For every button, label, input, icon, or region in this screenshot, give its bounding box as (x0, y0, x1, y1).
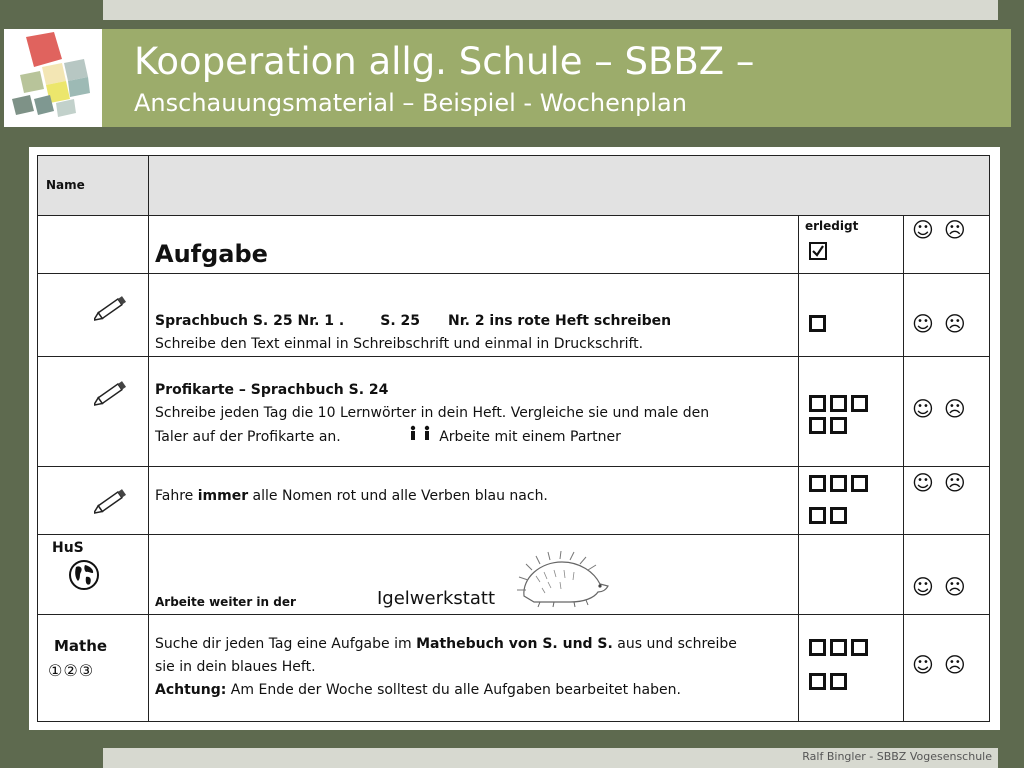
task-cell (149, 615, 799, 722)
done-checkbox[interactable] (830, 417, 847, 434)
smiley-icon[interactable]: ☺ (912, 312, 934, 336)
weekly-plan-table (37, 155, 990, 722)
frown-icon[interactable]: ☹ (943, 653, 966, 677)
pencil-icon (94, 379, 130, 407)
rating-header-cell (904, 216, 990, 274)
name-label-cell (38, 156, 149, 216)
done-boxes (799, 467, 904, 535)
done-checkbox[interactable] (851, 475, 868, 492)
task-text: immer (197, 488, 249, 504)
done-checkbox[interactable] (830, 673, 847, 690)
erledigt-cell (799, 216, 904, 274)
mathe-row (38, 615, 990, 722)
task-text: Suche dir jeden Tag eine Aufgabe im (155, 636, 417, 652)
task-text: Schreibe den Text einmal in Schreibschrift und einmal in Druckschrift. (155, 336, 644, 352)
task-text: Am Ende der Woche solltest du alle Aufgaben bearbeitet haben. (226, 682, 681, 698)
done-checkbox[interactable] (809, 315, 826, 332)
school-logo (4, 29, 102, 127)
frown-icon: ☹ (943, 218, 966, 242)
task-text: Arbeite weiter in der (155, 595, 296, 609)
hus-label: HuS (52, 540, 84, 556)
aufgabe-cell (149, 216, 799, 274)
smiley-icon[interactable]: ☺ (912, 653, 934, 677)
done-checkbox[interactable] (830, 475, 847, 492)
task-text: alle Nomen rot und alle Verben blau nach. (248, 488, 548, 504)
task-cell (149, 467, 799, 535)
task-row (38, 357, 990, 467)
name-row (38, 156, 990, 216)
pencil-icon (94, 294, 130, 322)
smiley-icon[interactable]: ☺ (912, 397, 934, 421)
done-checkbox[interactable] (830, 395, 847, 412)
done-checkbox[interactable] (809, 639, 826, 656)
task-text: aus und schreibe (612, 636, 737, 652)
mathe-label: Mathe (54, 637, 108, 655)
done-checkbox[interactable] (830, 507, 847, 524)
task-cell (149, 535, 799, 615)
done-boxes (799, 615, 904, 722)
done-checkbox[interactable] (809, 673, 826, 690)
done-checkbox[interactable] (851, 395, 868, 412)
smiley-icon: ☺ (912, 218, 934, 242)
partner-icon (407, 425, 435, 441)
hedgehog-drawing (514, 550, 614, 608)
task-text: Sprachbuch S. 25 Nr. 1 . (155, 313, 345, 329)
task-text: Arbeite mit einem Partner (439, 429, 621, 445)
done-checkbox[interactable] (809, 395, 826, 412)
task-text: Mathebuch von S. und S. (416, 636, 613, 652)
task-text: S. 25 (380, 313, 420, 329)
task-text: Fahre (155, 488, 198, 504)
frown-icon[interactable]: ☹ (943, 575, 966, 599)
globe-icon (68, 559, 100, 591)
frown-icon[interactable]: ☹ (943, 471, 966, 495)
task-row (38, 274, 990, 357)
hus-row (38, 535, 990, 615)
pencil-icon (94, 487, 130, 515)
name-field[interactable] (149, 156, 990, 216)
task-cell (149, 357, 799, 467)
done-boxes (799, 274, 904, 357)
done-checkbox[interactable] (809, 507, 826, 524)
footer-credit: Ralf Bingler - SBBZ Vogesenschule (802, 750, 992, 763)
done-boxes (799, 357, 904, 467)
done-checkbox[interactable] (809, 417, 826, 434)
task-text: Taler auf der Profikarte an. (155, 429, 341, 445)
task-text: sie in dein blaues Heft. (155, 659, 316, 675)
header-row (38, 216, 990, 274)
name-label: Name (46, 178, 85, 192)
smiley-icon[interactable]: ☺ (912, 471, 934, 495)
done-checkbox[interactable] (830, 639, 847, 656)
task-text: Achtung: (155, 682, 227, 698)
checked-box-icon (809, 242, 827, 260)
top-strip (103, 0, 998, 20)
worksheet (29, 147, 1000, 730)
erledigt-label: erledigt (805, 219, 859, 233)
task-text: Profikarte – Sprachbuch S. 24 (155, 382, 389, 398)
slide-title: Kooperation allg. Schule – SBBZ – (134, 40, 755, 83)
frown-icon[interactable]: ☹ (943, 312, 966, 336)
level-icons: ①②③ (48, 661, 95, 680)
task-row (38, 467, 990, 535)
task-text: Nr. 2 ins rote Heft schreiben (448, 313, 672, 329)
slide-subtitle: Anschauungsmaterial – Beispiel - Wochenplan (134, 89, 687, 117)
done-checkbox[interactable] (851, 639, 868, 656)
done-checkbox[interactable] (809, 475, 826, 492)
task-text: Schreibe jeden Tag die 10 Lernwörter in dein Heft. Vergleiche sie und male den (155, 405, 710, 421)
aufgabe-heading: Aufgabe (155, 240, 268, 268)
igelwerkstatt-title: Igelwerkstatt (377, 588, 496, 609)
frown-icon[interactable]: ☹ (943, 397, 966, 421)
smiley-icon[interactable]: ☺ (912, 575, 934, 599)
task-cell (149, 274, 799, 357)
